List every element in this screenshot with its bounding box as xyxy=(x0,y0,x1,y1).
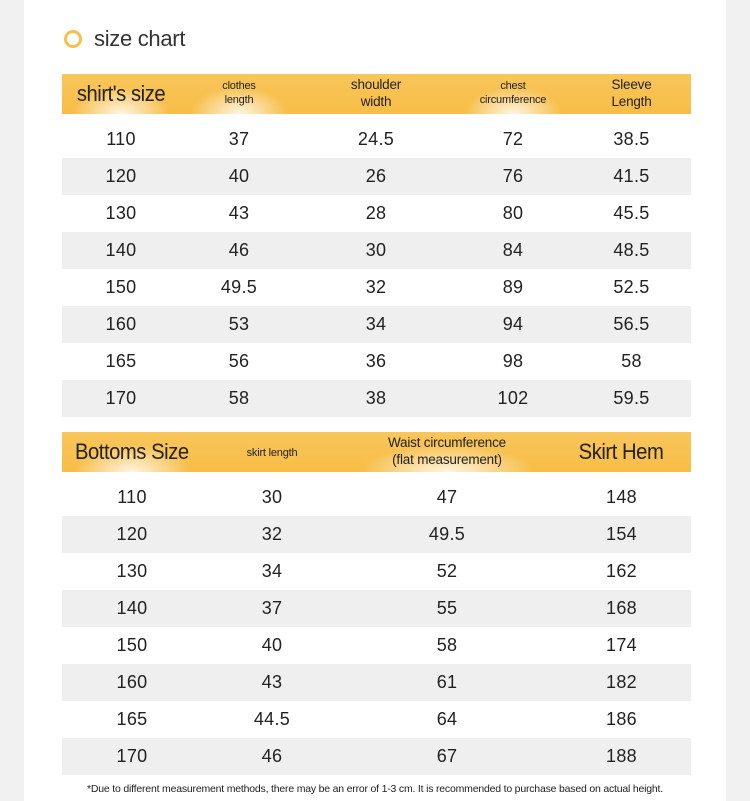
table-cell: 130 xyxy=(116,561,148,581)
table-cell: 120 xyxy=(62,158,180,195)
column-header-label: Bottoms Size xyxy=(75,439,189,465)
column-header xyxy=(552,432,691,472)
table-cell: 154 xyxy=(552,516,691,553)
footnote: *Due to different measurement methods, there may be an error of 1-3 cm. It is recommended to purchase based on actual height. xyxy=(87,783,663,795)
table-cell: 46 xyxy=(180,232,298,269)
table-cell: 64 xyxy=(436,709,458,729)
table-cell: 140 xyxy=(62,590,202,627)
table-cell: 168 xyxy=(552,590,691,627)
table-cell: 30 xyxy=(298,232,454,269)
table-cell: 174 xyxy=(606,635,637,655)
table-cell: 38.5 xyxy=(613,129,650,149)
table-cell: 150 xyxy=(116,635,148,655)
table-cell: 102 xyxy=(454,380,572,417)
table-cell: 52.5 xyxy=(613,277,650,297)
table-row xyxy=(62,479,691,516)
table-cell: 67 xyxy=(342,738,552,775)
table-cell: 36 xyxy=(365,351,387,371)
table-cell: 58 xyxy=(436,635,458,655)
table-row xyxy=(62,590,691,627)
column-header xyxy=(62,432,202,472)
table-cell: 72 xyxy=(502,129,524,149)
table-cell: 49.5 xyxy=(342,516,552,553)
table-cell: 76 xyxy=(454,158,572,195)
table-cell: 52 xyxy=(436,561,458,581)
table-cell: 98 xyxy=(502,351,524,371)
table-header-row xyxy=(62,432,691,472)
table-cell: 37 xyxy=(202,590,342,627)
table-cell: 40 xyxy=(180,158,298,195)
page-title: size chart xyxy=(94,26,186,51)
table-cell: 32 xyxy=(365,277,387,297)
column-header-label: Waist circumference (flat measurement) xyxy=(388,435,506,467)
column-header-label: Skirt Hem xyxy=(579,439,664,465)
table-cell: 37 xyxy=(228,129,250,149)
table-row xyxy=(62,516,691,553)
table-cell: 58 xyxy=(180,380,298,417)
column-header xyxy=(62,74,180,114)
table-cell: 110 xyxy=(106,129,136,149)
table-row xyxy=(62,306,691,343)
column-header-label: Sleeve Length xyxy=(611,77,652,109)
table-cell: 58 xyxy=(621,351,642,371)
column-header xyxy=(202,432,342,472)
table-cell: 188 xyxy=(552,738,691,775)
column-header xyxy=(180,74,298,114)
column-header-label: chest circumference xyxy=(479,80,547,106)
table-header-row xyxy=(62,74,691,114)
table-cell: 120 xyxy=(62,516,202,553)
table-row xyxy=(62,232,691,269)
table-row xyxy=(62,158,691,195)
table-cell: 40 xyxy=(261,635,283,655)
table-cell: 59.5 xyxy=(572,380,691,417)
table-cell: 32 xyxy=(202,516,342,553)
table-cell: 41.5 xyxy=(572,158,691,195)
table-cell: 44.5 xyxy=(253,709,291,729)
column-header xyxy=(342,432,552,472)
table-cell: 48.5 xyxy=(572,232,691,269)
table-row xyxy=(62,738,691,775)
table-cell: 34 xyxy=(298,306,454,343)
table-cell: 46 xyxy=(202,738,342,775)
table-cell: 160 xyxy=(62,664,202,701)
table-cell: 30 xyxy=(261,487,283,507)
table-cell: 47 xyxy=(436,487,458,507)
table-cell: 84 xyxy=(454,232,572,269)
table-row xyxy=(62,553,691,590)
column-header-label: shoulder width xyxy=(350,77,402,109)
table-row xyxy=(62,701,691,738)
table-row xyxy=(62,269,691,306)
table-cell: 150 xyxy=(105,277,137,297)
table-cell: 162 xyxy=(606,561,637,581)
table-cell: 45.5 xyxy=(613,203,650,223)
table-cell: 56 xyxy=(228,351,250,371)
table-cell: 165 xyxy=(105,351,137,371)
table-cell: 43 xyxy=(202,664,342,701)
bottoms-size-table xyxy=(62,432,691,775)
table-row xyxy=(62,195,691,232)
table-cell: 61 xyxy=(342,664,552,701)
table-row xyxy=(62,664,691,701)
table-cell: 53 xyxy=(180,306,298,343)
table-cell: 38 xyxy=(298,380,454,417)
table-cell: 160 xyxy=(62,306,180,343)
table-cell: 49.5 xyxy=(220,277,258,297)
table-cell: 26 xyxy=(298,158,454,195)
shirt-size-table xyxy=(62,74,691,417)
column-header-label: skirt length xyxy=(246,447,298,459)
circle-icon xyxy=(64,30,82,48)
table-cell: 110 xyxy=(117,487,147,507)
table-row xyxy=(62,121,691,158)
column-header xyxy=(454,74,572,114)
table-cell: 170 xyxy=(62,738,202,775)
title-row xyxy=(62,24,185,54)
table-cell: 130 xyxy=(105,203,137,223)
column-header-label: clothes length xyxy=(222,80,256,106)
table-cell: 170 xyxy=(62,380,180,417)
table-cell: 56.5 xyxy=(572,306,691,343)
table-cell: 165 xyxy=(116,709,148,729)
table-cell: 186 xyxy=(606,709,637,729)
table-cell: 94 xyxy=(454,306,572,343)
table-row xyxy=(62,380,691,417)
table-cell: 55 xyxy=(342,590,552,627)
table-cell: 148 xyxy=(606,487,637,507)
table-cell: 24.5 xyxy=(357,129,395,149)
column-header xyxy=(298,74,454,114)
table-cell: 140 xyxy=(62,232,180,269)
table-cell: 28 xyxy=(365,203,387,223)
table-row xyxy=(62,627,691,664)
table-cell: 89 xyxy=(502,277,524,297)
table-cell: 182 xyxy=(552,664,691,701)
column-header-label: shirt's size xyxy=(76,81,166,107)
table-cell: 34 xyxy=(261,561,283,581)
table-cell: 43 xyxy=(228,203,250,223)
column-header xyxy=(572,74,691,114)
table-cell: 80 xyxy=(502,203,524,223)
table-row xyxy=(62,343,691,380)
